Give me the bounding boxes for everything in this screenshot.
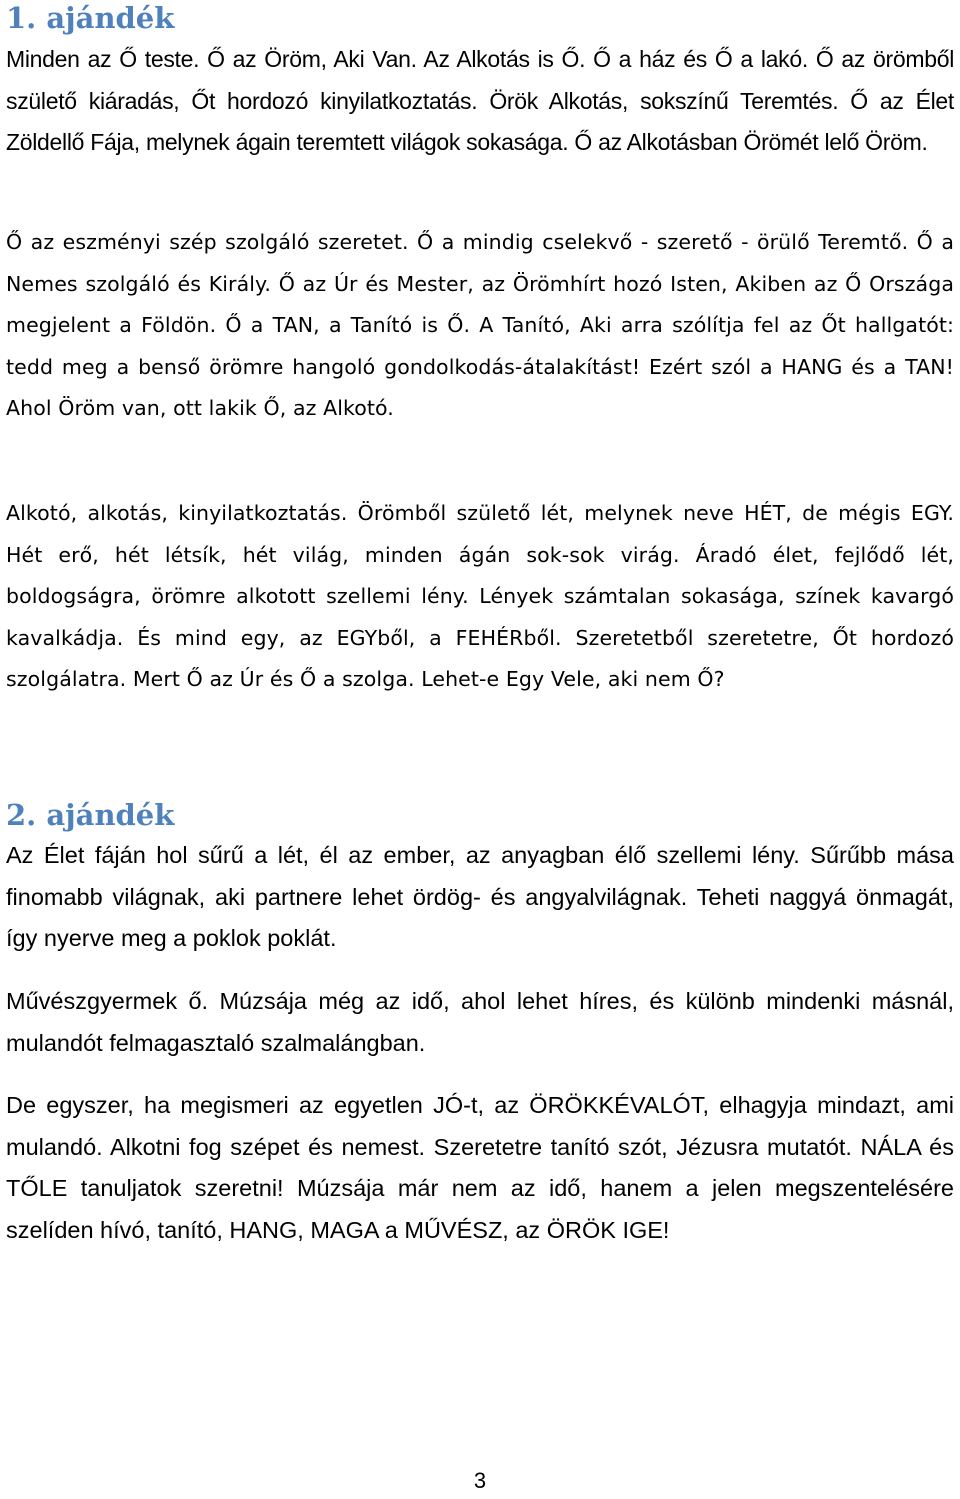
paragraph-6: De egyszer, ha megismeri az egyetlen JÓ-t, az ÖRÖKKÉVALÓT, elhagyja mindazt, ami mulandó. Alkotni fog szépet és nemest. Szeretetre tanító szót, Jézusra mutatót. NÁLA és TŐLE tanuljatok szeretni! Múzsája már nem az idő, hanem a jelen megszentelésére szelíden hívó, tanító, HANG, MAGA a MŰVÉSZ, az ÖRÖK IGE! — [6, 1092, 954, 1243]
section-heading-2: 2. ajándék — [6, 798, 175, 832]
paragraph-3: Alkotó, alkotás, kinyilatkoztatás. Örömből születő lét, melynek neve HÉT, de mégis EGY. Hét erő, hét létsík, hét világ, minden ágán sok-sok virág. Áradó élet, fejlődő lét, boldogságra, örömre alkotott szellemi lény. Lények számtalan sokasága, színek kavargó kavalkádja. És mind egy, az EGYből, a FEHÉRből. Szeretetből szeretetre, Őt hordozó szolgálatra. Mert Ő az Úr és Ő a szolga. Lehet-e Egy Vele, aki nem Ő? — [6, 501, 954, 691]
paragraph-4: Az Élet fáján hol sűrű a lét, él az ember, az anyagban élő szellemi lény. Sűrűbb mása finomabb világnak, aki partnere lehet ördög- és angyalvilágnak. Teheti naggyá önmagát, így nyerve meg a poklok poklát. — [6, 842, 954, 952]
paragraph-1: Minden az Ő teste. Ő az Öröm, Aki Van. Az Alkotás is Ő. Ő a ház és Ő a lakó. Ő az örömből születő kiáradás, Őt hordozó kinyilatkoztatás. Örök Alkotás, sokszínű Teremtés. Ő az Élet Zöldellő Fája, melynek ágain teremtett világok sokasága. Ő az Alkotásban Örömét lelő Öröm. — [6, 46, 954, 155]
paragraph-2: Ő az eszményi szép szolgáló szeretet. Ő a mindig cselekvő - szerető - örülő Teremtő. Ő a Nemes szolgáló és Király. Ő az Úr és Mester, az Örömhírt hozó Isten, Akiben az Ő Országa megjelent a Földön. Ő a TAN, a Tanító is Ő. A Tanító, Aki arra szólítja fel az Őt hallgatót: tedd meg a benső örömre hangoló gondolkodás-átalakítást! Ezért szól a HANG és a TAN! Ahol Öröm van, ott lakik Ő, az Alkotó. — [6, 230, 954, 420]
section-heading-1: 1. ajándék — [6, 1, 175, 35]
paragraph-5: Művészgyermek ő. Múzsája még az idő, ahol lehet híres, és különb mindenki másnál, mulandót felmagasztaló szalmalángban. — [6, 988, 954, 1056]
page-number: 3 — [473, 1468, 487, 1493]
